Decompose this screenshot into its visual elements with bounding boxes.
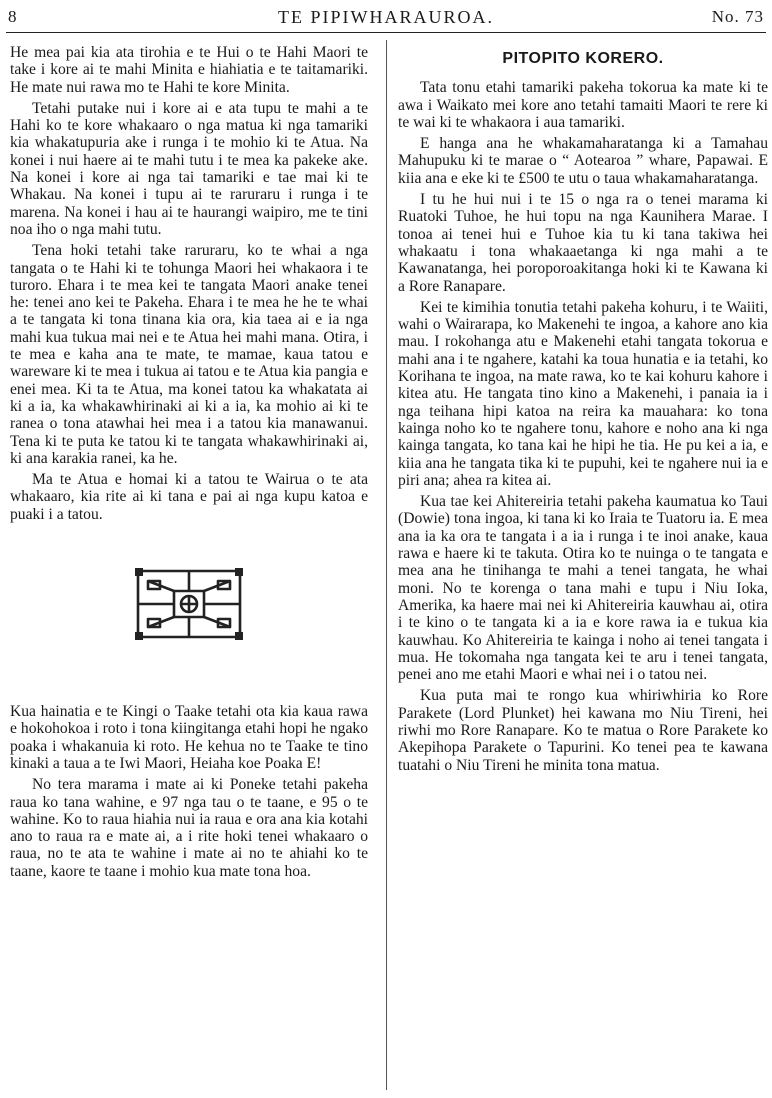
news-item: I tu he hui nui i te 15 o nga ra o tenei marama ki Ruatoki Tuhoe, he hui topu na nga Kaunihera Marae. I tonoa ai tenei hui e Tuhoe kia tu ki tana takiwa hei whakaatu i tona whakaaetanga ki nga mahi a te Kawanatanga, hei poroporoakitanga hoki ki te Kawana ki a Rore Ranapare. xyxy=(398,191,768,295)
news-item: Kua tae kei Ahitereiria tetahi pakeha kaumatua ko Taui (Dowie) tona ingoa, ki tana ki ko Iraia te Tuatoru ia. E mea ana ia ka ora te tangata i a ia i runga i te inoi anake, kaua rawa e haere ki te takuta. Otira ko te nuinga o te tangata e mea ana he tinihanga te mahi a tenei tangata, he whai moni. No te korenga o tana mahi e tupu i Niu Ioka, Amerika, ka haere mai nei ki Ahitereiria kauwhau ai, otira i te kino o te tangata ki a ia e kore rawa ia e tukua kia kauwhau. Ko Ahitereiria te kainga i noho ai tenei tangata i mua. He tokomaha nga tangata kei te aru i tenei tangata, penei ano me etahi Maori e whai nei i o tatou nei. xyxy=(398,493,768,684)
section-heading: PITOPITO KORERO. xyxy=(502,50,664,67)
article-paragraph: No tera marama i mate ai ki Poneke tetahi pakeha raua ko tana wahine, e 97 nga tau o te taane, e 95 o te wahine. Ko to raua hiahia nui ia raua e ora ana kia kotahi ano to raua ra e mate ai, a i rite hoki tenei whakaaro o raua, no te ata te wahine i mate ai no te ahiahi ko te taane, kaore te taane i mohio kua mate tona hoa. xyxy=(10,776,368,880)
article-paragraph: Kua hainatia e te Kingi o Taake tetahi ota kia kaua rawa e hokohokoa i roto i tona kiingitanga etahi hopi he ngako poaka i whakanuia ki roto. He kehua no te Taake te tino kinaki a taua a te Iwi Maori, Heiaha koe Poaka E! xyxy=(10,703,368,772)
celtic-knot-ornament-icon xyxy=(134,567,244,641)
news-item: Tata tonu etahi tamariki pakeha tokorua ka mate ki te awa i Waikato mei kore ano tetahi tamaiti Maori te rere ki te wai ki te whakaora i aua tamariki. xyxy=(398,79,768,131)
newspaper-title: TE PIPIWHARAUROA. xyxy=(278,7,494,27)
issue-number: No. 73 xyxy=(711,7,764,26)
article-paragraph: Ma te Atua e homai ki a tatou te Wairua o te ata whakaaro, kia rite ai ki tana e pai ai nga kupu katoa e puaki i a tatou. xyxy=(10,471,368,523)
news-item: E hanga ana he whakamaharatanga ki a Tamahau Mahupuku ki te marae o “ Aotearoa ” whare, Papawai. E kiia ana e eke ki te £500 te utu o taua whakamaharatanga. xyxy=(398,135,768,187)
column-divider xyxy=(386,40,387,1090)
page-header xyxy=(6,4,766,33)
page-number: 8 xyxy=(8,7,17,26)
left-column xyxy=(10,44,368,884)
article-paragraph: He mea pai kia ata tirohia e te Hui o te Hahi Maori te take i kore ai te mahi Minita e hiahiatia e te taitamariki. He mate nui rawa mo te Hahi te kore Minita. xyxy=(10,44,368,96)
news-item: Kei te kimihia tonutia tetahi pakeha kohuru, i te Waiiti, wahi o Wairarapa, ko Makenehi te ingoa, a kahore ano kia mau. I rokohanga atu e Makenehi etahi tangata tokorua e mahi ana i te ngahere, katahi ka toua hunatia e ia tetahi, ko Korihana te ingoa, na mate rawa, ko te kai kohuru kahore i kitea atu. He tangata tino kino a Makenehi, i panaia ia i nga teihana hipi katoa na reira ka mauahara: ko tona kainga noho ko te ngahere tonu, kahore e noho ana ki nga kainga tangata, ko tana kai he hipi he tia. He pu kei a ia, e kiia ana he tangata tika ki te pupuhi, kei te ngahere nui ia e piri ana; ahea ra kitea ai. xyxy=(398,298,768,489)
article-paragraph: Tena hoki tetahi take raruraru, ko te whai a nga tangata o te Hahi ki te tohunga Maori hei whakaora i te turoro. Ehara i te mea kei te tangata Maori anake tenei he: tenei ano kei te Pakeha. Ehara i te mea he he te whai a te tangata ki tona tinana kia ora, kia taea ai e ia nga mahi kua tukua mai nei e te Atua hei mahi mana. Otira, i te mea e kaha ana te mate, te mamae, kaua tatou e wareware ki te mea i tukua ai tatou e te Atua kia pangia e enei mea. Ki ta te Atua, ma konei tatou ka whakatata ai ki a ia, ka whakawhirinaki ai ki a ia, ka mohio ai ki te ranea o tona atawhai hei mea i a tatou kia manawanui. Tena ki te puta ke tatou ki te tangata whakawhirinaki ai, ki ana karakia ranei, ka he. xyxy=(10,242,368,467)
article-paragraph: Tetahi putake nui i kore ai e ata tupu te mahi a te Hahi ko te kore whakaaro o nga matua ki nga tamariki kia whakatupuria ake i runga i te mohio ki te Atua. Na konei i nui haere ai te mahi tutu i te mea ka pakeke ake. Na konei i kore ai nga tai tamariki e tae mai ki te Whakau. Na konei i tupu ai te raruraru i runga i te marena. Na konei i hau ai te haurangi waipiro, me te tini noa iho o nga mahi tutu. xyxy=(10,99,368,238)
right-column xyxy=(398,44,768,778)
news-item: Kua puta mai te rongo kua whiriwhiria ko Rore Parakete (Lord Plunket) hei kawana mo Niu Tireni, hei riwhi mo Rore Ranapare. Ko te matua o Rore Parakete ko Akepihopa Parakete o Tapurini. Ko tenei pea te kawana tuatahi o Niu Tireni he minita tona matua. xyxy=(398,687,768,774)
